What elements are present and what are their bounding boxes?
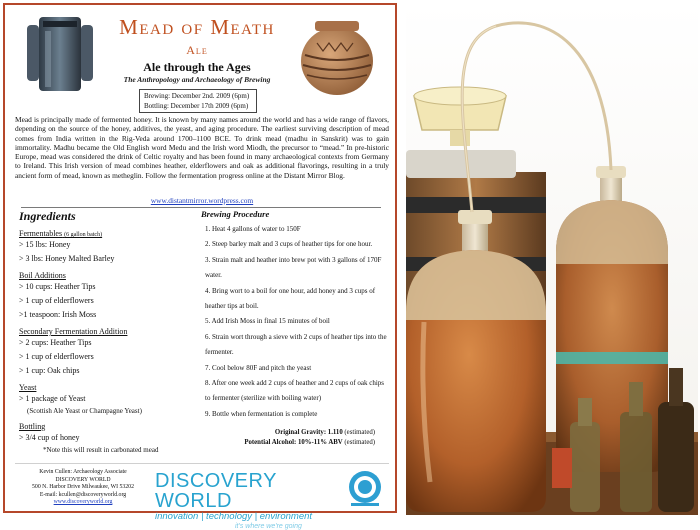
page-title: Mead of Meath xyxy=(119,15,275,39)
procedure-step: 5. Add Irish Moss in final 15 minutes of boil xyxy=(205,317,330,326)
ingredient-item: > 1 package of Yeast xyxy=(19,394,86,403)
contact-link[interactable]: www.discoveryworld.org xyxy=(53,499,113,505)
procedure-step: 2. Steep barley malt and 3 cups of heather tips for one hour. xyxy=(205,240,373,249)
original-gravity: Original Gravity: 1.110 (estimated) xyxy=(274,429,375,437)
section-heading: Ale through the Ages xyxy=(143,60,251,74)
procedure-step: 9. Bottle when fermentation is complete xyxy=(205,409,318,418)
distant-mirror-logo xyxy=(345,469,385,509)
secondary-label: Secondary Fermentation Addition xyxy=(19,327,128,336)
contact-line: 500 N. Harbor Drive Milwaukee, WI 53202 xyxy=(32,484,134,490)
flyer-document xyxy=(3,3,397,530)
section-subheading: The Anthropology and Archaeology of Brewing xyxy=(123,75,271,84)
ingredient-item: > 1 cup of elderflowers xyxy=(19,352,94,361)
contact-line: Kevin Cullen: Archaeology Associate xyxy=(39,469,127,475)
contact-line: E-mail: kcullen@discoveryworld.org xyxy=(39,491,127,498)
discovery-world-logo xyxy=(155,471,345,530)
ingredients-heading: Ingredients xyxy=(19,209,76,223)
procedure-step: 7. Cool below 80F and pitch the yeast xyxy=(205,363,312,372)
ancient-pot-image xyxy=(297,17,377,99)
brand-tagline: innovation | technology | environment xyxy=(155,511,313,522)
ingredient-item: > 2 cups: Heather Tips xyxy=(19,338,92,347)
bottling-date: Bottling: December 17th 2009 (6pm) xyxy=(144,102,249,110)
yeast-note: (Scottish Ale Yeast or Champagne Yeast) xyxy=(27,407,142,415)
footer-divider xyxy=(15,463,389,464)
ingredient-item: > 15 lbs: Honey xyxy=(19,240,71,249)
ingredient-item: > 10 cups: Heather Tips xyxy=(19,282,96,291)
ingredient-item: > 1 cup: Oak chips xyxy=(19,366,80,375)
bottling-label: Bottling xyxy=(19,422,46,431)
page-subtitle: Ale xyxy=(186,43,208,57)
procedure-heading: Brewing Procedure xyxy=(201,209,270,219)
bottling-note: *Note this will result in carbonated mead xyxy=(43,446,159,454)
brand-slogan: it's where we're going xyxy=(235,523,302,530)
ingredients-column xyxy=(19,209,199,456)
intro-paragraph: Mead is principally made of fermented honey. It is known by many names around the world and has a wide range of flavors, depending on the source of the honey, additives, the yeast, and aging procedure. The earliest surviving description of mead comes from India written in the Rig-Veda around 1700–1100 BCE. To drink mead (madhu in Sanskrit) was to gain immortality. Madhu became the Old English word Medu and the Irish word Miodh, the precursor to “mead.” In pre-historic Europe, mead was considered the drink of Celtic royalty and has been found in many archaeological contexts from Germany to Ireland. This Irish version of mead combines heather, elderflowers and oak as additional flavorings, resulting in a truly ancient form of mead, known as metheglin. Follow the fermentation progress online at the Distant Mirror Blog. xyxy=(15,115,389,180)
fermentation-photo xyxy=(406,2,698,515)
dates-box xyxy=(139,89,257,113)
procedure-step: 8. After one week add 2 cups of heather and 2 cups of oak chips to fermenter (sterilize with boiling water) xyxy=(205,379,385,403)
procedure-step: 3. Strain malt and heather into brew pot with 3 gallons of 170F water. xyxy=(205,255,382,280)
ingredient-item: > 3 lbs: Honey Malted Barley xyxy=(19,254,115,263)
ingredient-item: > 1 cup of elderflowers xyxy=(19,296,94,305)
procedure-step: 1. Heat 4 gallons of water to 150F xyxy=(205,225,301,233)
procedure-step: 6. Strain wort through a sieve with 2 cups of heather tips into the fermenter. xyxy=(205,332,387,357)
boil-label: Boil Additions xyxy=(19,271,66,280)
batch-note: (6 gallon batch) xyxy=(64,232,103,238)
procedure-list xyxy=(201,222,387,422)
procedure-step: 4. Bring wort to a boil for one hour, add honey and 3 cups of heather tips at boil. xyxy=(205,286,376,311)
ingredient-item: >1 teaspoon: Irish Moss xyxy=(19,310,97,319)
ancient-mug-image xyxy=(23,11,97,97)
blog-link[interactable]: www.distantmirror.wordpress.com xyxy=(150,196,254,205)
contact-line: DISCOVERY WORLD xyxy=(55,476,111,483)
ingredient-item: > 3/4 cup of honey xyxy=(19,433,80,442)
brand-name: DISCOVERY WORLD xyxy=(155,470,277,512)
brewing-date: Brewing: December 2nd. 2009 (6pm) xyxy=(144,92,250,100)
divider xyxy=(21,207,381,208)
contact-block xyxy=(23,469,143,507)
potential-alcohol: Potential Alcohol: 10%-11% ABV (estimated) xyxy=(244,439,375,447)
procedure-column xyxy=(201,209,387,448)
yeast-label: Yeast xyxy=(19,383,37,392)
fermentables-label: Fermentables (6 gallon batch) xyxy=(19,229,103,238)
